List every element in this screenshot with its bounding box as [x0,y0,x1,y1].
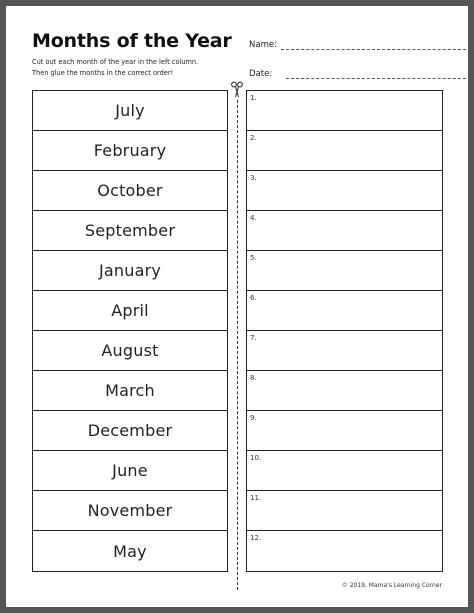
month-cell[interactable]: April [33,291,227,331]
answer-slot[interactable] [247,291,442,331]
slot-number: 11. [250,494,262,502]
slot-number: 5. [250,254,257,262]
instructions [32,57,242,79]
answer-slot[interactable] [247,251,442,291]
slot-number: 8. [250,374,257,382]
date-label: Date: [249,69,273,79]
answer-slot[interactable] [247,211,442,251]
slot-number: 12. [250,534,262,542]
month-cell[interactable]: December [33,411,227,451]
month-cell[interactable]: August [33,331,227,371]
slot-number: 1. [250,94,257,102]
slot-number: 9. [250,414,257,422]
month-cell[interactable]: September [33,211,227,251]
cut-line [237,100,238,590]
instruction-line-2: Then glue the months in the correct order! [32,69,174,77]
date-line[interactable] [286,70,474,79]
month-cutout-column [32,90,228,572]
scissors-icon [230,81,244,99]
answer-slot[interactable] [247,371,442,411]
slot-number: 10. [250,454,262,462]
answer-slot[interactable] [247,131,442,171]
name-field[interactable] [249,40,471,50]
slot-number: 2. [250,134,257,142]
slot-number: 4. [250,214,257,222]
month-cell[interactable]: October [33,171,227,211]
answer-column [246,90,443,572]
answer-slot[interactable] [247,451,442,491]
slot-number: 7. [250,334,257,342]
month-cell[interactable]: November [33,491,227,531]
worksheet [6,6,468,607]
month-cell[interactable]: February [33,131,227,171]
copyright-notice: © 2019, Mama's Learning Corner [341,582,442,589]
answer-slot[interactable] [247,171,442,211]
name-line[interactable] [281,41,471,50]
month-cell[interactable]: March [33,371,227,411]
month-cell[interactable]: June [33,451,227,491]
month-cell[interactable]: July [33,91,227,131]
answer-slot[interactable] [247,411,442,451]
answer-slot[interactable] [247,91,442,131]
name-label: Name: [249,40,277,50]
month-cell[interactable]: May [113,541,147,561]
slot-number: 6. [250,294,257,302]
page-title: Months of the Year [32,30,232,52]
slot-number: 3. [250,174,257,182]
answer-slot[interactable] [247,331,442,371]
answer-slot[interactable] [247,491,442,531]
month-cell[interactable]: January [33,251,227,291]
answer-slot[interactable] [247,531,442,571]
date-field[interactable] [249,69,474,79]
instruction-line-1: Cut out each month of the year in the left column. [32,58,199,66]
